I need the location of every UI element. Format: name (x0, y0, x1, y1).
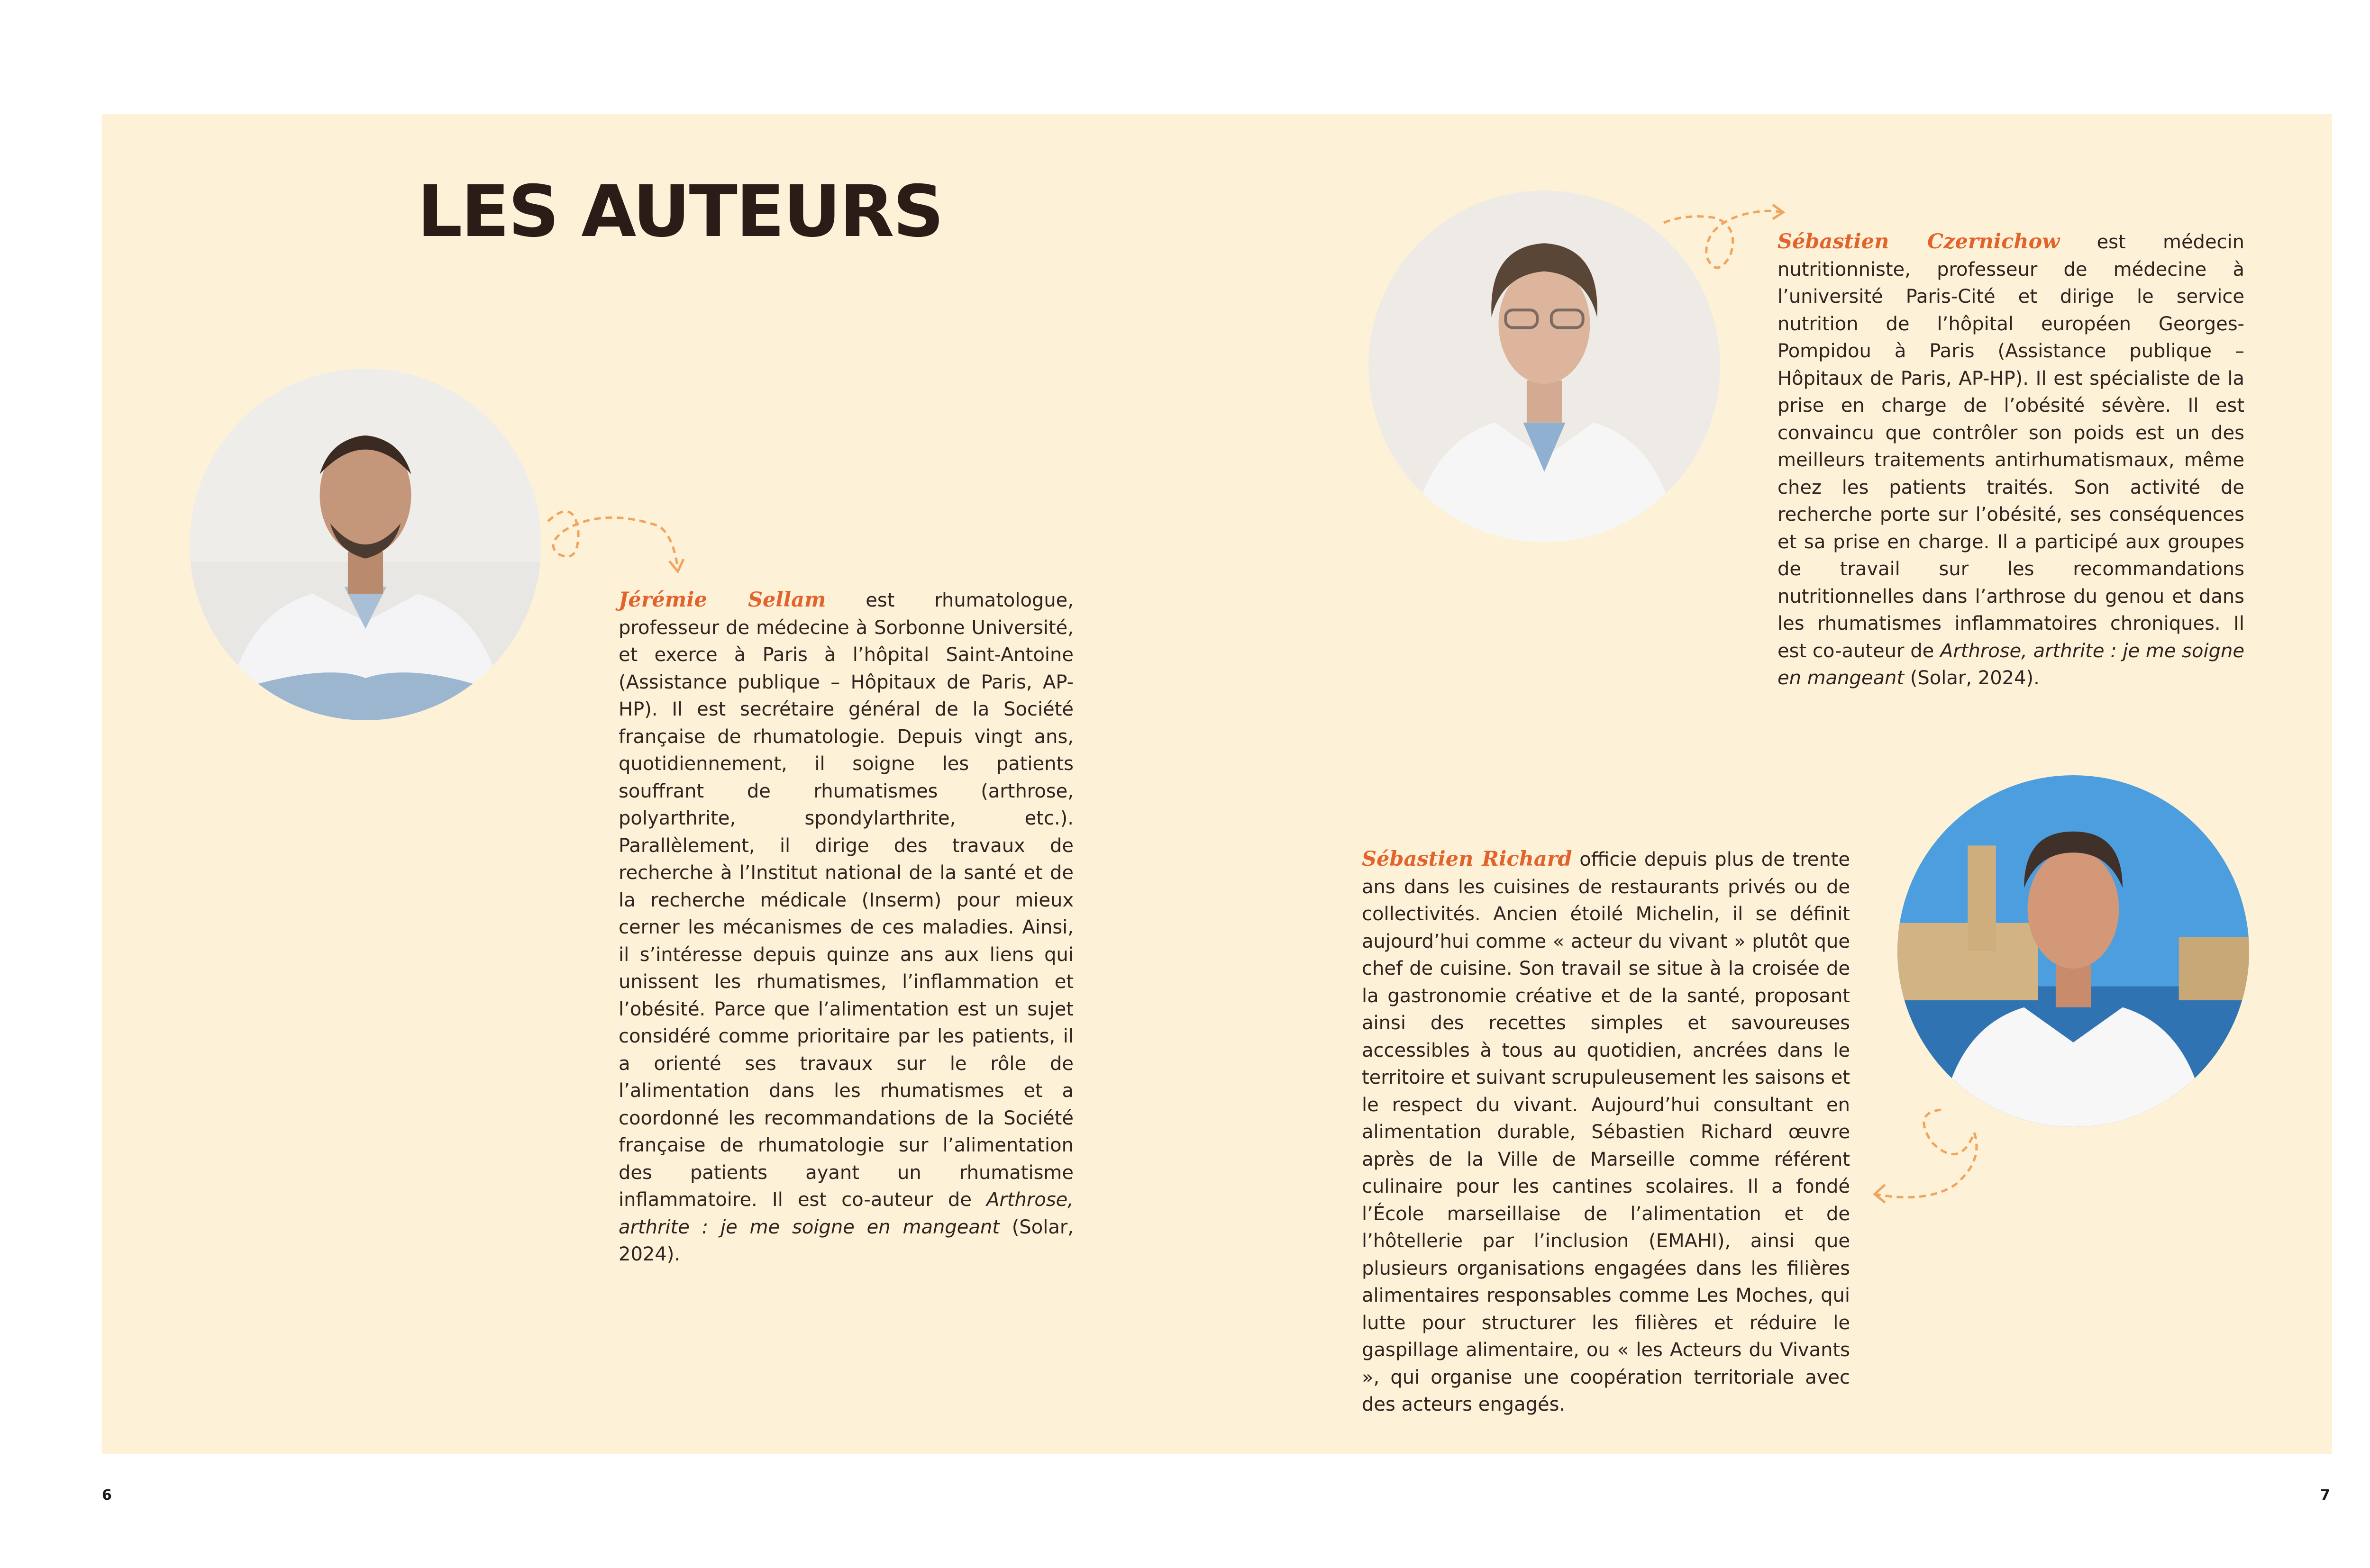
portrait-photo-icon (190, 369, 541, 720)
author-name: Jérémie Sellam (619, 588, 826, 612)
author-bio-sellam (619, 587, 1074, 1269)
author-photo-richard (1897, 775, 2249, 1127)
book-title: Arthrose, arthrite : je me soigne en mangeant (1778, 640, 2244, 689)
book-title: Arthrose, arthrite : je me soigne en mangeant (619, 1189, 1074, 1238)
loop-arrow-icon (1659, 199, 1792, 284)
author-bio-text: est rhumatologue, professeur de médecine à Sorbonne Université, et exerce à Paris à l’hôpital Saint-Antoine (Assistance publique – Hôpitaux de Paris, AP-HP). Il est secrétaire général de la Société française de rhumatologie. Depuis vingt ans, quotidiennement, il soigne les patients souffrant de rhumatismes (arthrose, polyarthrite, spondylarthrite, etc.). Parallèlement, il dirige des travaux de recherche à l’Institut national de la santé et de la recherche médicale (Inserm) pour mieux cerner les mécanismes de ces maladies. Ainsi, il s’intéresse depuis quinze ans aux liens qui unissent les rhumatismes, l’inflammation et l’obésité. Parce que l’alimentation est un sujet considéré comme prioritaire par les patients, il a orienté ses travaux sur le rôle de l’alimentation dans les rhumatismes et a coordonné les recommandations de la Société française de rhumatologie sur l’alimentation des patients ayant un rhumatisme inflammatoire. Il est co-auteur de (619, 589, 1074, 1211)
author-photo-sellam (190, 369, 541, 720)
publisher-info: (Solar, 2024). (1904, 667, 2040, 689)
loop-arrow-icon (1860, 1099, 1998, 1208)
page-number-right: 7 (2320, 1487, 2330, 1504)
publisher-info: (Solar, 2024). (619, 1216, 1074, 1265)
author-name: Sébastien Richard (1362, 847, 1572, 871)
author-bio-text: est médecin nutritionniste, professeur de médecine à l’université Paris-Cité et dirige le service nutrition de l’hôpital européen Georges-Pompidou à Paris (Assistance publique – Hôpitaux de Paris, AP-HP). Il est spécialiste de la prise en charge de l’obésité sévère. Il est convaincu que contrôler son poids est un des meilleurs traitements antirhumatismaux, même chez les patients traités. Son activité de recherche porte sur l’obésité, ses conséquences et sa prise en charge. Il a participé aux groupes de travail sur les recommandations nutritionnelles dans l’arthrose du genou et dans les rhumatismes inflammatoires chroniques. Il est co-auteur de (1778, 231, 2245, 662)
page-number-left: 6 (102, 1487, 112, 1504)
author-bio-text: officie depuis plus de trente ans dans les cuisines de restaurants privés ou de collectivités. Ancien étoilé Michelin, il se définit aujourd’hui comme « acteur du vivant » plutôt que chef de cuisine. Son travail se situe à la croisée de la gastronomie créative et de la santé, proposant ainsi des recettes simples et savoureuses accessibles à tous au quotidien, ancrées dans le territoire et suivant scrupuleusement les saisons et le respect du vivant. Aujourd’hui consultant en alimentation durable, Sébastien Richard œuvre après de la Ville de Marseille comme référent culinaire pour les cantines scolaires. Il a fondé l’École marseillaise de l’alimentation et de l’hôtellerie par l’inclusion (EMAHI), ainsi que plusieurs organisations engagées dans les filières alimentaires responsables comme Les Moches, qui lutte pour structurer les filières et réduire le gaspillage alimentaire, ou « les Acteurs du Vivants », qui organise une coopération territoriale avec des acteurs engagés. (1362, 849, 1850, 1415)
author-bio-czernichow (1778, 228, 2244, 692)
portrait-photo-icon (1897, 775, 2249, 1127)
page-title: LES AUTEURS (417, 171, 943, 253)
loop-arrow-icon (545, 502, 687, 583)
author-name: Sébastien Czernichow (1778, 230, 2060, 254)
author-bio-richard (1362, 846, 1850, 1419)
